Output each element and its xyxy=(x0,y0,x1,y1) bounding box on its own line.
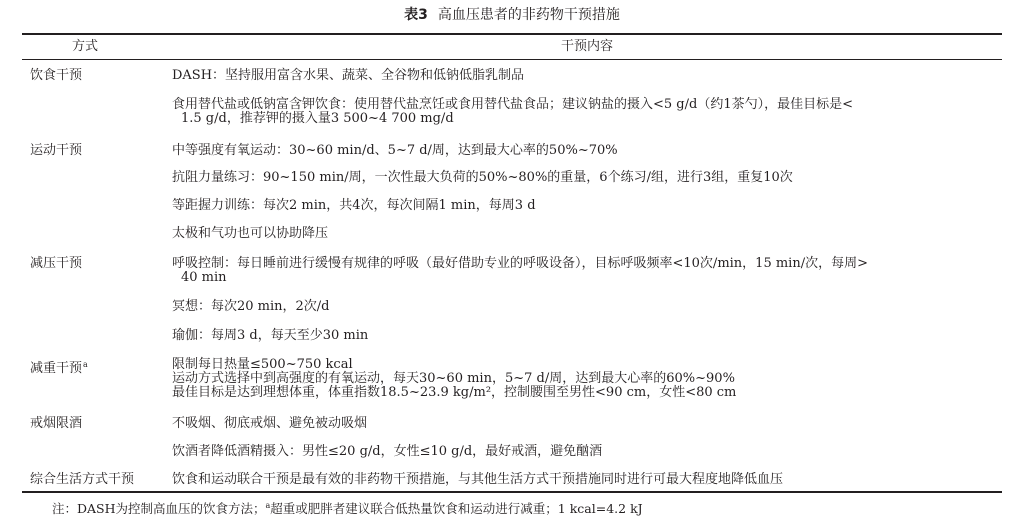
table-number: 表3 xyxy=(404,7,428,23)
row-category: 戒烟限酒 xyxy=(30,416,83,431)
row-entry: 抗阻力量练习：90~150 min/周，一次性最大负荷的50%~80%的重量，6个练习/组，进行3组，重复10次 xyxy=(172,170,793,185)
table-caption xyxy=(0,6,1024,24)
row-entry: 等距握力训练：每次2 min，共4次，每次间隔1 min，每周3 d xyxy=(172,198,536,213)
header-rule xyxy=(22,59,1002,60)
row-entry: 呼吸控制：每日睡前进行缓慢有规律的呼吸（最好借助专业的呼吸设备），目标呼吸频率<10次/min，15 min/次，每周> 40 min xyxy=(172,256,868,285)
row-entry: 限制每日热量≤500~750 kcal 运动方式选择中到高强度的有氧运动，每天30~60 min，5~7 d/周，达到最大心率的60%~90% 最佳目标是达到理想体重，体重指数18.5~23.9 kg/m²，控制腰围至男性<90 cm，女性<80 cm xyxy=(172,357,737,400)
row-entry: 中等强度有氧运动：30~60 min/d、5~7 d/周，达到最大心率的50%~70% xyxy=(172,143,618,158)
row-category: 饮食干预 xyxy=(30,68,83,83)
row-entry: 瑜伽：每周3 d，每天至少30 min xyxy=(172,328,369,343)
row-entry: 食用替代盐或低钠富含钾饮食：使用替代盐烹饪或食用替代盐食品；建议钠盐的摄入<5 g/d（约1茶勺），最佳目标是< 1.5 g/d，推荐钾的摄入量3 500~4 700 mg/d xyxy=(172,97,853,126)
row-category: 综合生活方式干预 xyxy=(30,472,135,487)
row-entry: 饮酒者降低酒精摄入：男性≤20 g/d，女性≤10 g/d，最好戒酒，避免酗酒 xyxy=(172,444,603,459)
row-entry: 太极和气功也可以协助降压 xyxy=(172,226,329,241)
header-content: 干预内容 xyxy=(560,39,613,54)
row-entry: 冥想：每次20 min，2次/d xyxy=(172,299,330,314)
top-rule xyxy=(22,33,1002,35)
footnote-marker: a xyxy=(83,360,88,369)
header-method: 方式 xyxy=(71,39,98,54)
row-category: 减压干预 xyxy=(30,256,83,271)
row-entry: DASH：坚持服用富含水果、蔬菜、全谷物和低钠低脂乳制品 xyxy=(172,68,525,83)
table-title: 高血压患者的非药物干预措施 xyxy=(437,7,620,23)
row-category: 运动干预 xyxy=(30,143,83,158)
table-footnote: 注：DASH为控制高血压的饮食方法；$^a$超重或肥胖者建议联合低热量饮食和运动进行减重；1 kcal=4.2 kJ xyxy=(52,501,643,516)
row-entry: 不吸烟、彻底戒烟、避免被动吸烟 xyxy=(172,416,368,431)
row-entry: 饮食和运动联合干预是最有效的非药物干预措施，与其他生活方式干预措施同时进行可最大程度地降低血压 xyxy=(172,472,784,487)
bottom-rule xyxy=(22,491,1002,493)
footnote-marker: a xyxy=(265,501,271,510)
row-category: 减重干预$^a$ xyxy=(30,360,88,376)
